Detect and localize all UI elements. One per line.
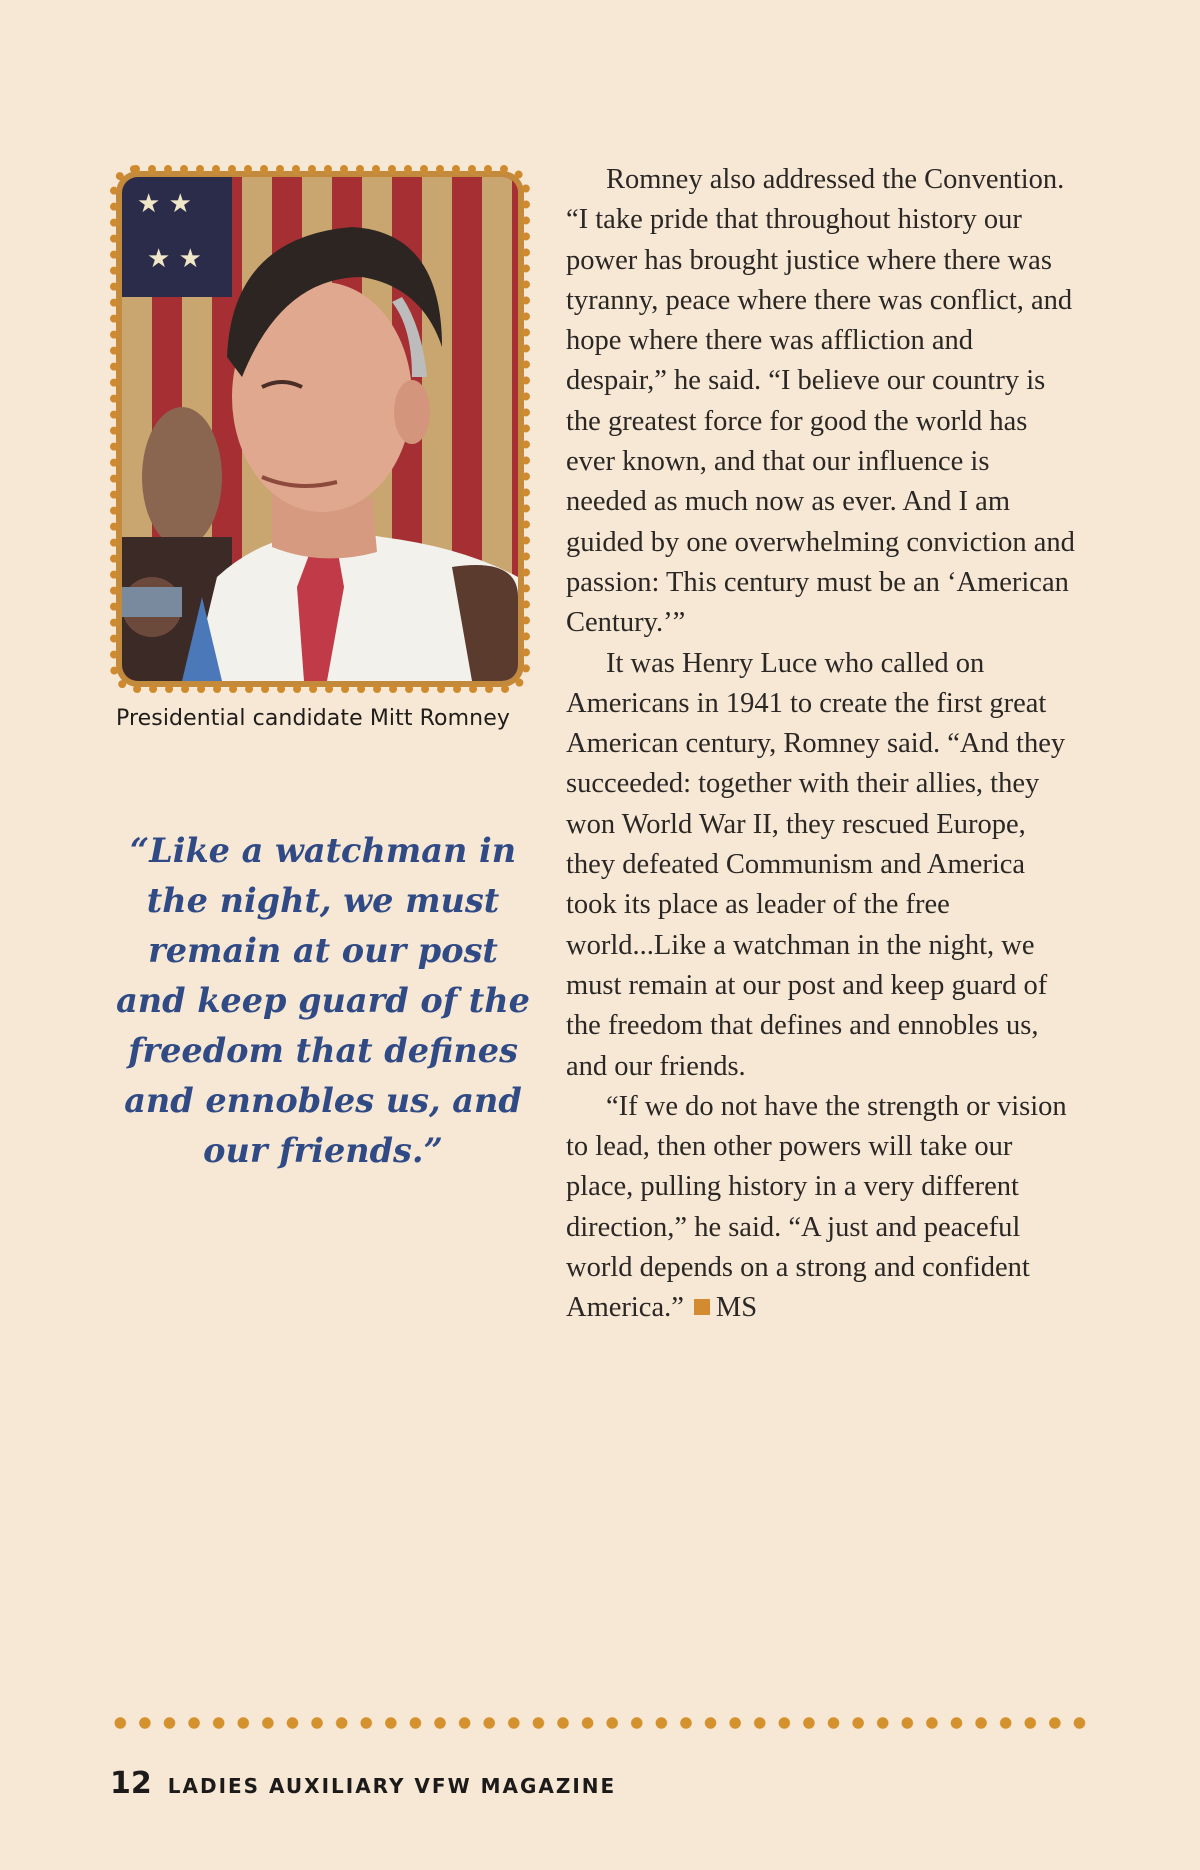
author-signature: MS [715, 1292, 758, 1324]
dotted-divider [108, 1716, 1092, 1730]
svg-text:★ ★: ★ ★ [147, 244, 202, 274]
photo-caption: Presidential candidate Mitt Romney [116, 706, 510, 731]
article-body [566, 160, 1076, 1329]
end-mark-icon [694, 1299, 710, 1315]
article-paragraph-text: “If we do not have the strength or vision to lead, then other powers will take our place, pulling history in a very different direction,” he said. “A just and peaceful world depends on a strong and confident America.” [566, 1090, 1067, 1324]
article-paragraph: Romney also addressed the Convention. “I take pride that throughout history our power has brought justice where there was tyranny, peace where there was conflict, and hope where there was affliction and despair,” he said. “I believe our country is the greatest force for good the world has ever known, and that our influence is needed as much now as ever. And I am guided by one overwhelming conviction and passion: This century must be an ‘American Century.’” [566, 164, 1075, 639]
photo-frame [116, 171, 524, 687]
page-footer [110, 1766, 616, 1801]
svg-text:★ ★: ★ ★ [137, 189, 192, 219]
article-paragraph: It was Henry Luce who called on Americans in 1941 to create the first great American century, Romney said. “And they succeeded: together with their allies, they won World War II, they rescued Europe, they defeated Communism and America took its place as leader of the free world...Like a watchman in the night, we must remain at our post and keep guard of the freedom that defines and ennobles us, and our friends. [566, 647, 1066, 1082]
pull-quote: “Like a watchman in the night, we must remain at our post and keep guard of the freedom that defines and ennobles us, and our friends.” [116, 831, 530, 1170]
page-number: 12 [110, 1766, 152, 1801]
article-paragraph [566, 1087, 1076, 1329]
magazine-name: LADIES AUXILIARY VFW MAGAZINE [167, 1774, 617, 1798]
romney-photo [122, 177, 518, 681]
photo-illustration [122, 177, 518, 681]
